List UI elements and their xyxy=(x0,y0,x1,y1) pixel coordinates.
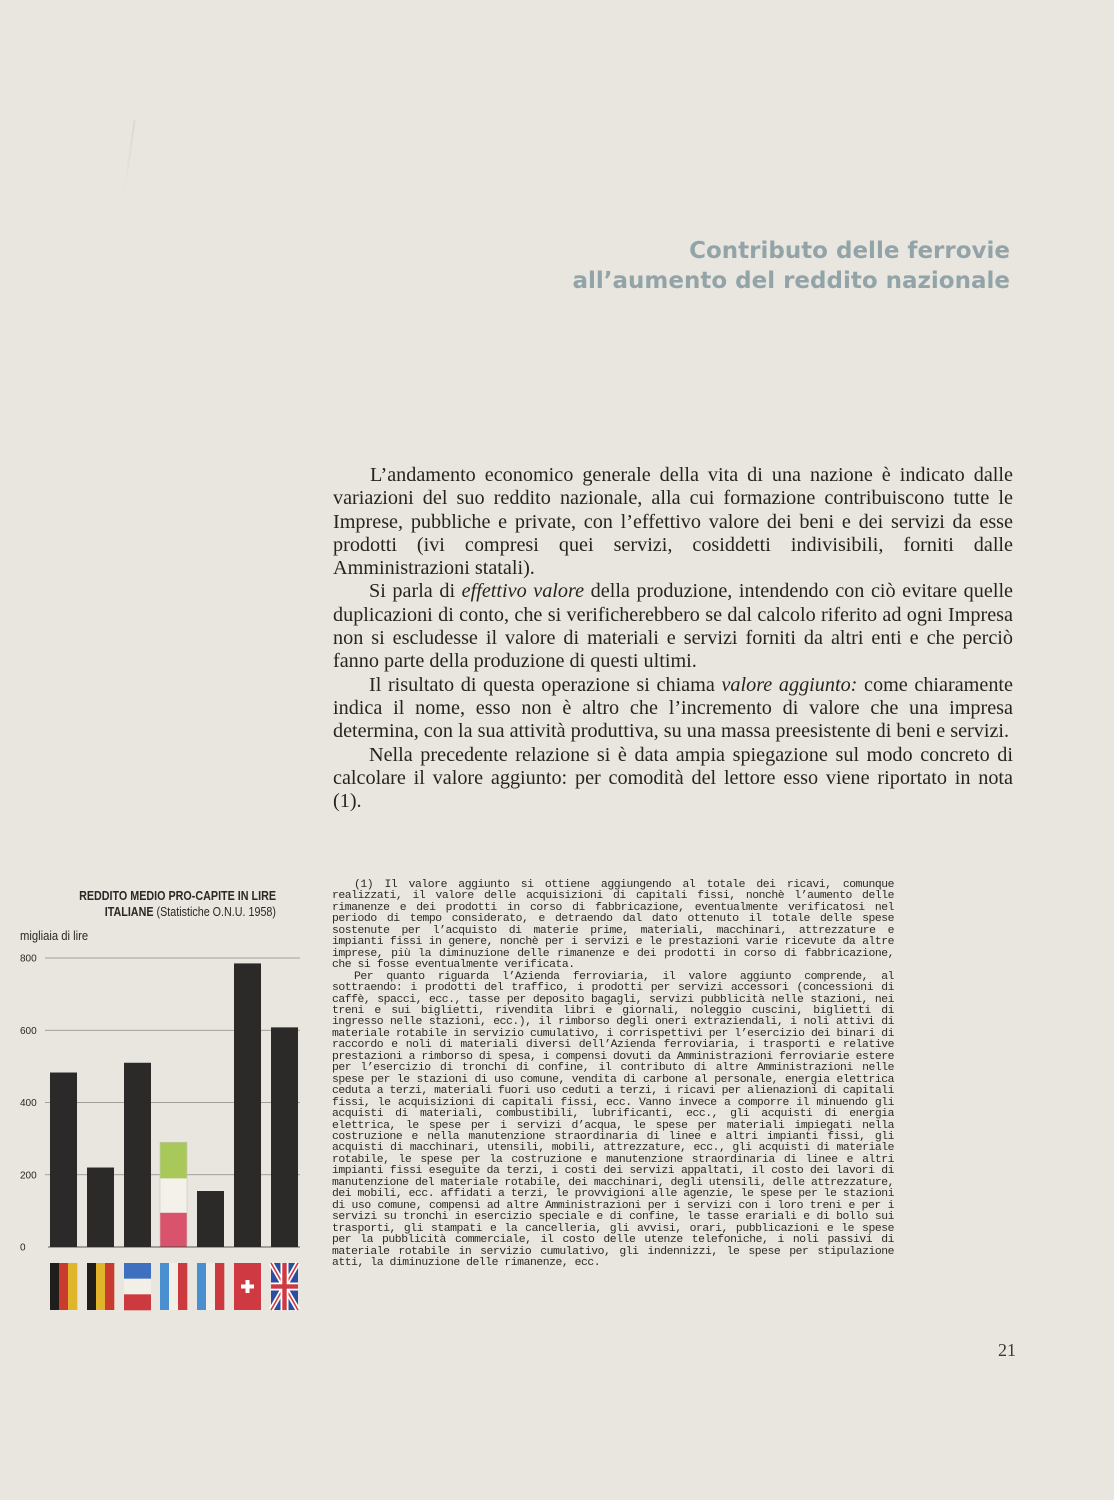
bar-italy-segment xyxy=(160,1142,187,1178)
title-line-1: Contributo delle ferrovie xyxy=(689,238,1010,264)
chart-title-line-1: REDDITO MEDIO PRO-CAPITE IN LIRE xyxy=(79,889,276,903)
ireland-flag-icon-stripe xyxy=(206,1263,215,1310)
chart-title-source: (Statistiche O.N.U. 1958) xyxy=(153,905,276,919)
paragraph-2-end: della produzione, intendendo con ciò evitare quelle duplicazioni di conto, che si verificherebbero se dal calcolo riferito ad ogni Impresa non si escludesse il valore di materiali e servizi forniti da altri enti e che perciò fanno parte della produzione di questi ultimi. xyxy=(333,580,1014,673)
germany-flag-icon-stripe xyxy=(50,1263,59,1310)
bar-italy-segment xyxy=(160,1178,187,1212)
belgium-flag-icon-stripe xyxy=(96,1263,105,1310)
italy-flag-icon-stripe xyxy=(160,1263,169,1310)
y-tick-label: 200 xyxy=(20,1170,37,1182)
y-tick-label: 0 xyxy=(20,1242,26,1254)
france-flag-icon-stripe xyxy=(124,1263,151,1279)
bar-italy-segment xyxy=(160,1213,187,1247)
belgium-flag-icon-stripe xyxy=(87,1263,96,1310)
bar-belgium xyxy=(87,1168,114,1247)
paragraph-3-end: come chiaramente indica il nome, esso non è altro che l’incremento di valore che una impresa determina, con la sua attività produttiva, su una massa preesistente di beni e servizi. xyxy=(333,673,1013,743)
footnote-paragraph-2: Per quanto riguarda l’Azienda ferroviaria, il valore aggiunto comprende, al sottraendo: i prodotti del traffico, i prodotti per servizi accessori (concessioni di caffè, spacci, ecc., tasse per deposito bagagli, servizi pubblicità nelle stazioni, nei treni e sui biglietti, rivendita libri e giornali, noleggio cuscini, biglietti di ingresso nelle stazioni, ecc.), il rimborso degli oneri extraziendali, i noli attivi di materiale rotabile in servizio cumulativo, i corrispettivi per l’esercizio dei binari di raccordo e noli di materiali diversi dell’Azienda ferroviaria, i trasporti e relative prestazioni a rimborso di spesa, i compensi dovuti da Amministrazioni ferroviarie estere per l’esercizio di tronchi di confine, il contributo di altre Amministrazioni nelle spese per le stazioni di uso comune, vendita di carbone al personale, energia elettrica ceduta a terzi, materiali fuori uso ceduti a terzi, i ricavi per alienazioni di capitali fissi, le acquisizioni di capitali fissi, ecc. Vanno invece a comporre il minuendo gli acquisti di materiali, combustibili, lubrificanti, ecc., gli acquisti di energia elettrica, le spese per i servizi d’acqua, le spese per materiali impiegati nella costruzione e nella manutenzione straordinaria di linee e altri impianti fissi, gli acquisti di macchinari, utensili, mobili, attrezzature, ecc., gli acquisti di materiale rotabile, le spese per la costruzione e manutenzione straordinaria di linee e altri impianti fissi eseguite da terzi, i costi dei servizi appaltati, il costo dei lavori di manutenzione del materiale rotabile, dei macchinari, degli utensili, delle attrezzature, dei mobili, ecc. affidati a terzi, le provvigioni alle agenzie, le spese per le stazioni di uso comune, compensi ad altre Amministrazioni per i servizi con i loro treni e per i servizi su tronchi in esercizio speciale e di confine, le tasse erariali e di bollo sui trasporti, gli stampati e la cancelleria, gli avvisi, orari, pubblicazioni e le spese per la pubblicità commerciale, il costo delle utenze telefoniche, i noli passivi di materiale rotabile in servizio cumulativo, gli indennizzi, le spese per stipulazione atti, la diminuzione delle rimanenze, ecc. xyxy=(332,970,894,1269)
paragraph-3-emphasis: valore aggiunto: xyxy=(721,673,858,696)
switzerland-flag-icon-cross-h xyxy=(241,1285,254,1289)
france-flag-icon-stripe xyxy=(124,1294,151,1310)
germany-flag-icon-stripe xyxy=(68,1263,77,1310)
bar-united-kingdom xyxy=(271,1027,298,1247)
y-tick-label: 600 xyxy=(20,1025,37,1037)
germany-flag-icon-stripe xyxy=(59,1263,68,1310)
footnote-paragraph-1: (1) Il valore aggiunto si ottiene aggiungendo al totale dei ricavi, comunque realizzati, il valore delle acquisizioni di capitali fissi, nonchè l’aumento delle rimanenze e dei prodotti in corso di fabbricazione, eventualmente verificatosi nel periodo di tempo considerato, e detraendo dal dato ottenuto il totale delle spese sostenute per l’acquisto di materie prime, materiali, macchinari, attrezzature e impianti fissi in genere, nonchè per i servizi e le prestazioni varie ricevute da altre imprese, più la diminuzione delle rimanenze e dei prodotti in corso di fabbricazione, che si fosse eventualmente verificata. xyxy=(332,879,894,972)
paragraph-2-emphasis: effettivo valore xyxy=(461,580,585,603)
y-axis-unit-label: migliaia di lire xyxy=(20,929,89,943)
paragraph-3-start: Il risultato di questa operazione si chiama xyxy=(369,673,722,696)
italy-flag-icon-stripe xyxy=(169,1263,178,1310)
bar-ireland xyxy=(197,1191,224,1247)
chart-title-bold: ITALIANE xyxy=(104,905,154,919)
y-tick-label: 800 xyxy=(20,953,37,965)
france-flag-icon-stripe xyxy=(124,1279,151,1295)
bar-france xyxy=(124,1063,151,1247)
belgium-flag-icon-stripe xyxy=(105,1263,114,1310)
bar-germany xyxy=(50,1073,77,1247)
bar-switzerland xyxy=(234,963,261,1247)
ireland-flag-icon-stripe xyxy=(197,1263,206,1310)
title-line-2: all’aumento del reddito nazionale xyxy=(572,268,1010,294)
paragraph-2-start: Si parla di xyxy=(369,580,462,603)
paragraph-4: Nella precedente relazione si è data ampia spiegazione sul modo concreto di calcolare il valore aggiunto: per comodità del lettore esso viene riportato in nota (1). xyxy=(333,743,1013,813)
italy-flag-icon-stripe xyxy=(178,1263,187,1310)
uk-flag-icon-cross-h-red xyxy=(271,1284,298,1288)
ireland-flag-icon-stripe xyxy=(215,1263,224,1310)
y-tick-label: 400 xyxy=(20,1098,37,1109)
paragraph-1: L’andamento economico generale della vita di una nazione è indicato dalle variazioni del suo reddito nazionale, alla cui formazione contribuiscono tutte le Imprese, pubbliche e private, con l’effettivo valore dei beni e dei servizi da esse prodotti (ivi compresi quei servizi, cosiddetti indivisibili, forniti dalle Amministrazioni statali). xyxy=(333,464,1013,580)
page-number: 21 xyxy=(998,1340,1016,1360)
